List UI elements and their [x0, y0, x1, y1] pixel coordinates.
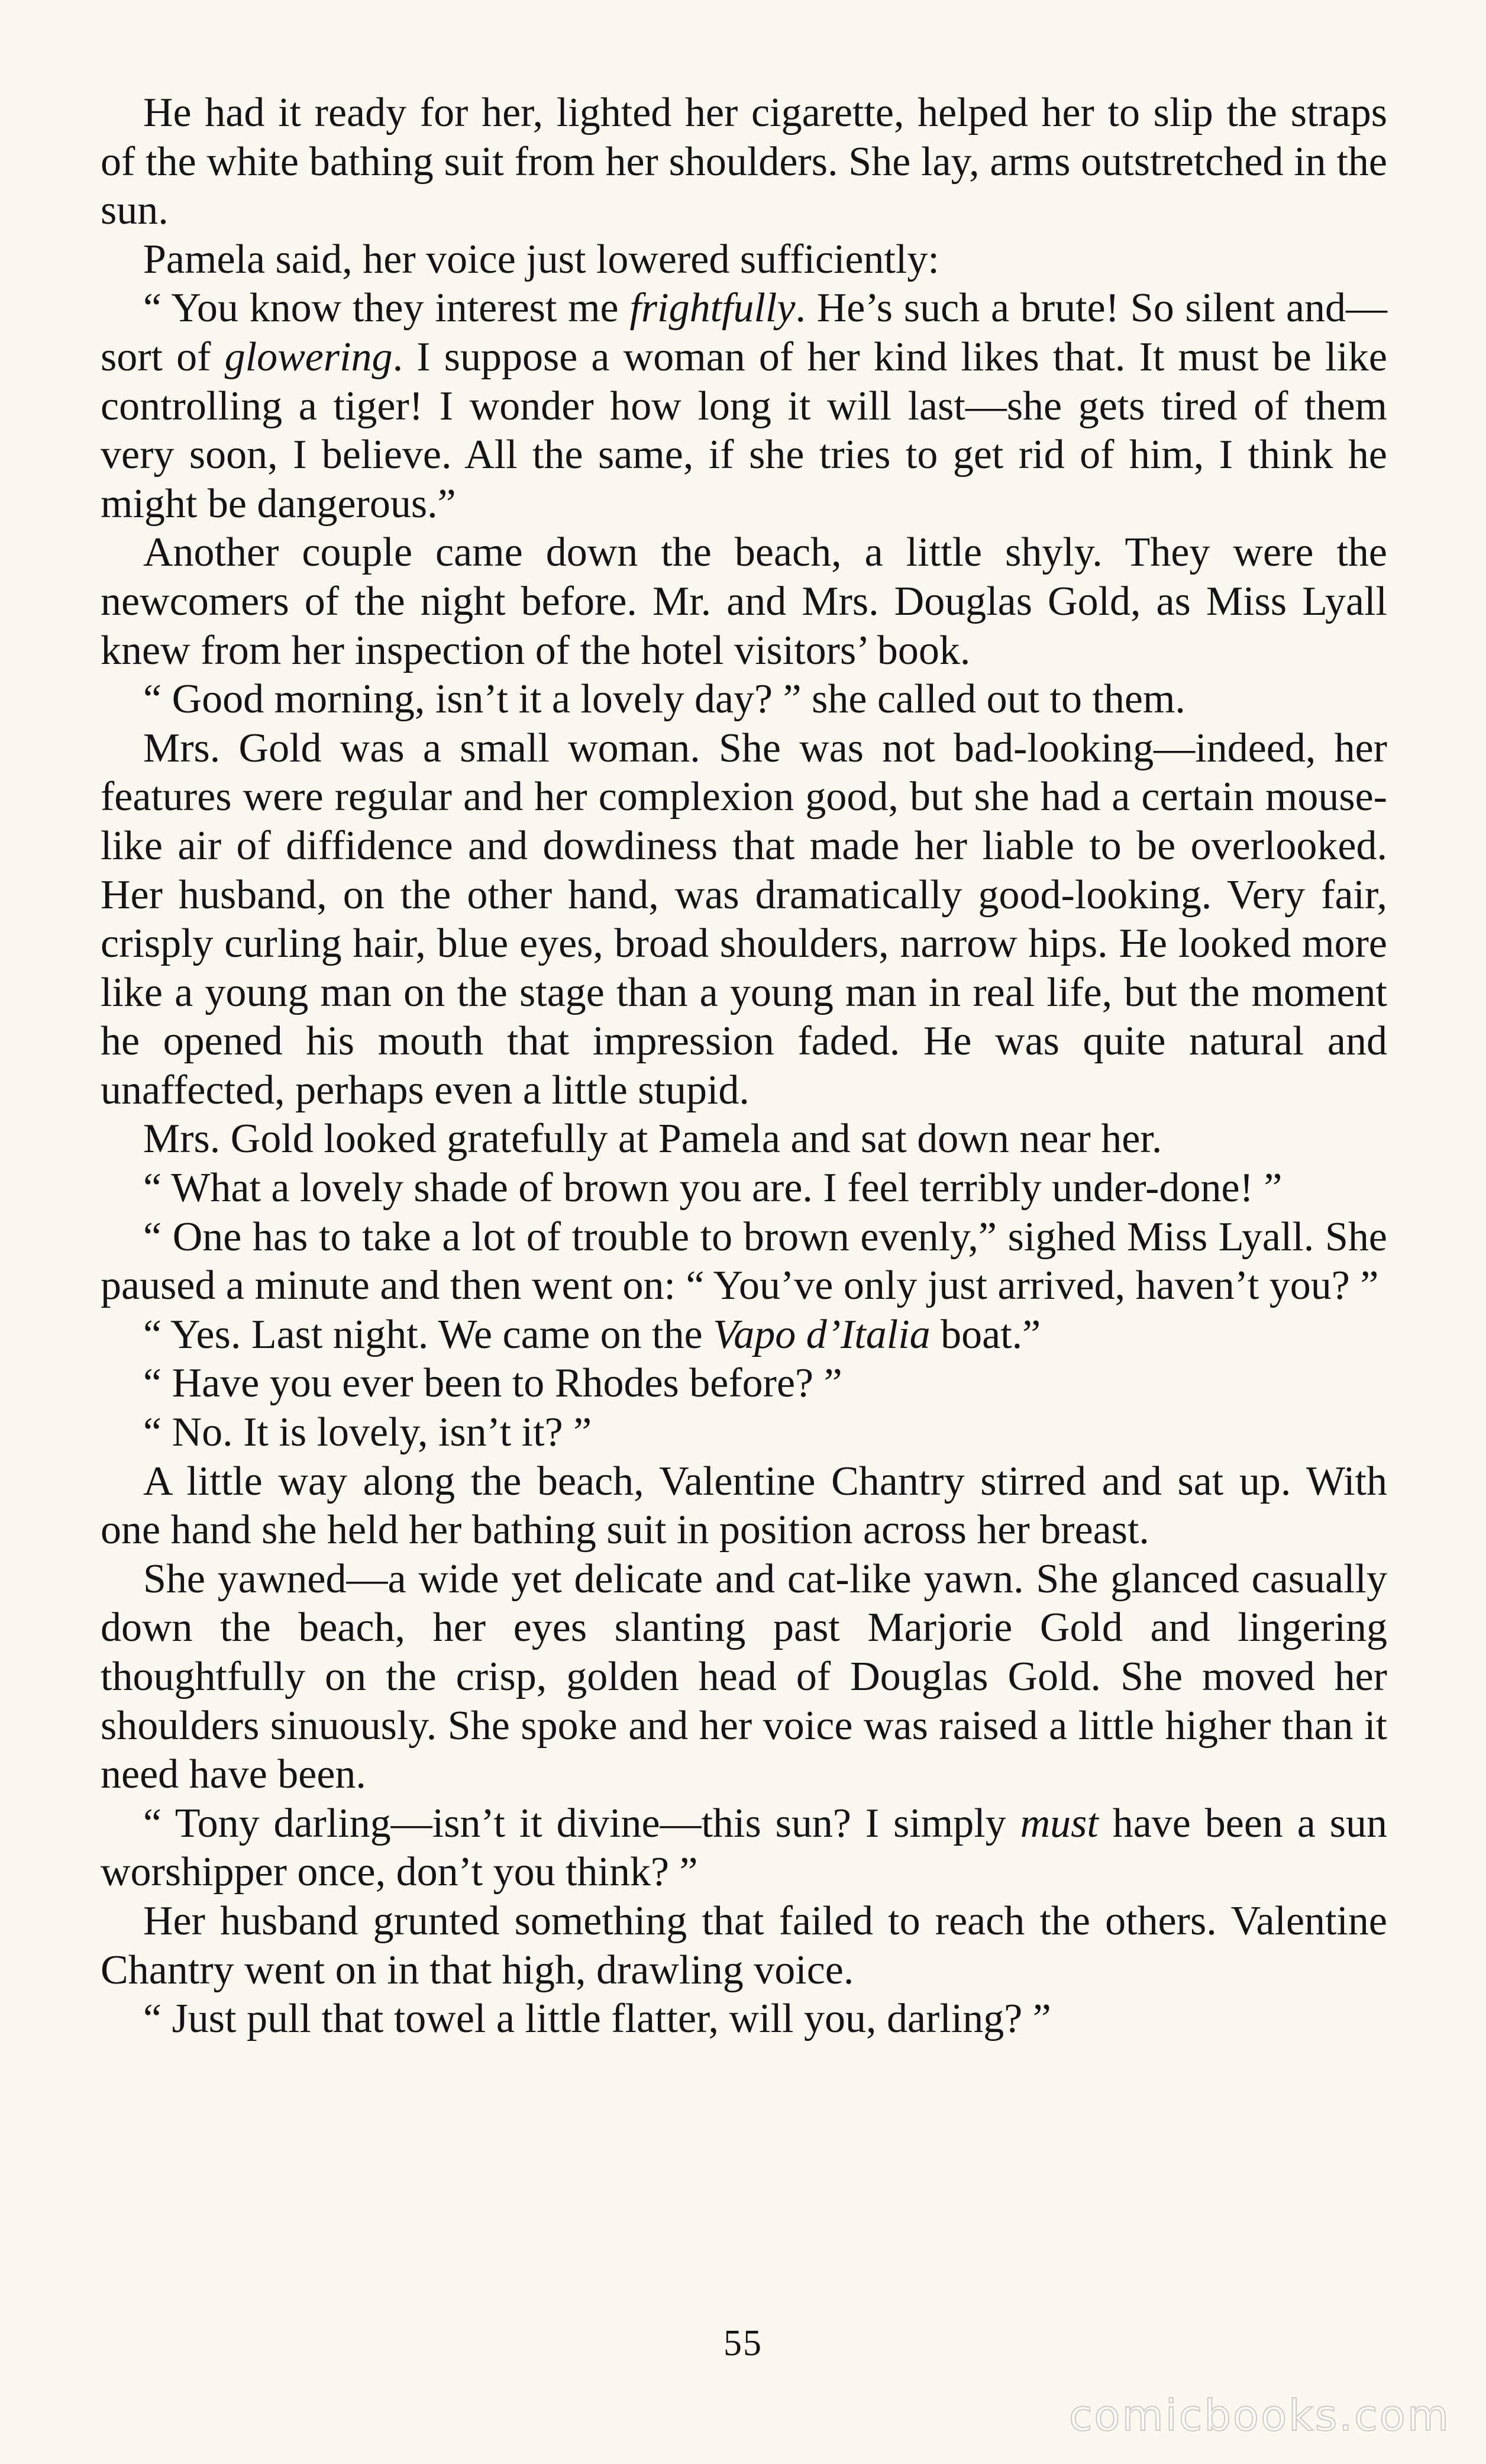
- text-run: “ You know they interest me: [143, 285, 630, 331]
- text-run: “ Tony darling—isn’t it divine—this sun? I simply: [143, 1800, 1020, 1846]
- paragraph: [101, 1164, 1387, 1213]
- text-run: Mrs. Gold was a small woman. She was not bad-looking—indeed, her features were regular and her complexion good, but she had a certain mouse-like air of diffidence and dowdiness that made her liable to be overlooked. Her husband, on the other hand, was dramatically good-looking. Very fair, crisply curling hair, blue eyes, broad shoulders, narrow hips. He looked more like a young man on the stage than a young man in real life, but the moment he opened his mouth that impression faded. He was quite natural and unaffected, perhaps even a little stupid.: [101, 725, 1387, 1113]
- text-run: Mrs. Gold looked gratefully at Pamela and sat down near her.: [143, 1116, 1162, 1162]
- text-run: “ Yes. Last night. We came on the: [143, 1311, 713, 1357]
- italic-text: frightfully: [629, 285, 796, 331]
- paragraph: [101, 528, 1387, 675]
- text-run: have been a sun worshipper once, don’t you think? ”: [101, 1800, 1388, 1895]
- paragraph: [101, 1457, 1387, 1555]
- text-run: “ Just pull that towel a little flatter, will you, darling? ”: [143, 1996, 1051, 2042]
- italic-text: Vapo d’Italia: [713, 1311, 931, 1357]
- text-run: Her husband grunted something that failed to reach the others. Valentine Chantry went on in that high, drawling voice.: [101, 1898, 1387, 1993]
- text-run: boat.”: [930, 1311, 1041, 1357]
- text-run: “ Have you ever been to Rhodes before? ”: [143, 1360, 842, 1407]
- paragraph: [101, 1555, 1387, 1799]
- text-run: “ What a lovely shade of brown you are. I feel terribly under-done! ”: [143, 1165, 1283, 1211]
- text-run: “ One has to take a lot of trouble to brown evenly,” sighed Miss Lyall. She paused a minute and then went on: “ You’ve only just arrived, haven’t you? ”: [101, 1214, 1387, 1309]
- italic-text: glowering: [224, 334, 393, 380]
- paragraph: [101, 284, 1387, 528]
- text-run: . He’s such a brute! So silent and—sort of: [101, 285, 1388, 380]
- text-run: Another couple came down the beach, a little shyly. They were the newcomers of the night before. Mr. and Mrs. Douglas Gold, as Miss Lyall knew from her inspection of the hotel visitors’ book.: [101, 530, 1387, 673]
- page-number: 55: [723, 2323, 763, 2363]
- story-text: [101, 89, 1387, 2044]
- watermark: comicbooks.com: [1068, 2391, 1451, 2440]
- text-run: “ Good morning, isn’t it a lovely day? ” she called out to them.: [143, 676, 1185, 723]
- paragraph: [101, 1311, 1387, 1360]
- paragraph: [101, 1995, 1387, 2044]
- text-run: . I suppose a woman of her kind likes that. It must be like controlling a tiger! I wonder how long it will last—she gets tired of them very soon, I believe. All the same, if she tries to get rid of him, I think he might be dangerous.”: [101, 334, 1388, 527]
- paragraph: [101, 1408, 1387, 1457]
- paragraph: [101, 1799, 1387, 1897]
- paragraph: [101, 89, 1387, 236]
- italic-text: must: [1020, 1800, 1099, 1846]
- text-run: “ No. It is lovely, isn’t it? ”: [143, 1410, 592, 1456]
- paragraph: [101, 236, 1387, 285]
- paragraph: [101, 1359, 1387, 1408]
- text-run: Pamela said, her voice just lowered sufficiently:: [143, 236, 939, 282]
- text-run: He had it ready for her, lighted her cigarette, helped her to slip the straps of the white bathing suit from her shoulders. She lay, arms outstretched in the sun.: [101, 90, 1387, 234]
- paragraph: [101, 1213, 1387, 1311]
- paragraph: [101, 724, 1387, 1115]
- paragraph: [101, 1115, 1387, 1164]
- paragraph: [101, 675, 1387, 724]
- text-run: She yawned—a wide yet delicate and cat-like yawn. She glanced casually down the beach, her eyes slanting past Marjorie Gold and lingering thoughtfully on the crisp, golden head of Douglas Gold. She moved her shoulders sinuously. She spoke and her voice was raised a little higher than it need have been.: [101, 1556, 1387, 1798]
- paragraph: [101, 1897, 1387, 1995]
- text-run: A little way along the beach, Valentine Chantry stirred and sat up. With one hand she held her bathing suit in position across her breast.: [101, 1458, 1387, 1553]
